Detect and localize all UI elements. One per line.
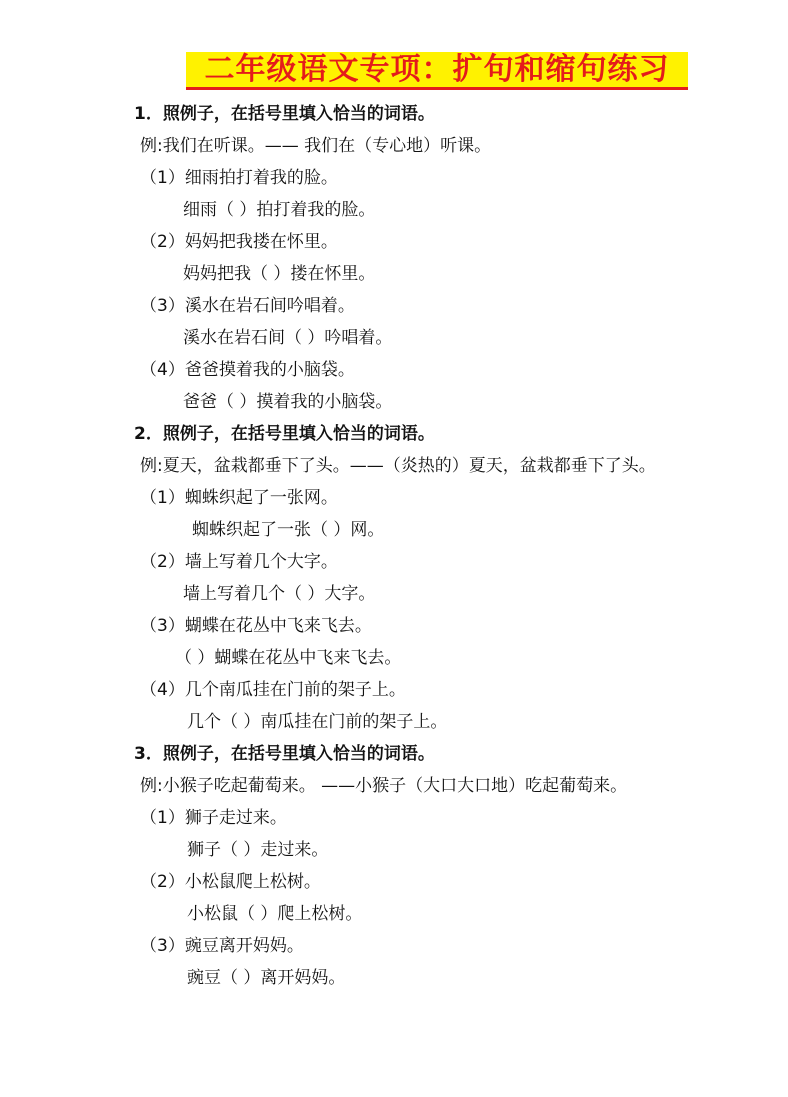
section-1-answer-4: 爸爸（ ）摸着我的小脑袋。 bbox=[183, 392, 393, 412]
section-1-example: 例:我们在听课。—— 我们在（专心地）听课。 bbox=[140, 136, 492, 156]
section-2-example: 例:夏天，盆栽都垂下了头。——（炎热的）夏天，盆栽都垂下了头。 bbox=[140, 456, 656, 476]
section-1-question-4: （4）爸爸摸着我的小脑袋。 bbox=[140, 360, 355, 380]
section-2-answer-3: （ ）蝴蝶在花丛中飞来飞去。 bbox=[175, 648, 402, 668]
section-2-question-4: （4）几个南瓜挂在门前的架子上。 bbox=[140, 680, 406, 700]
section-2-answer-4: 几个（ ）南瓜挂在门前的架子上。 bbox=[187, 712, 448, 732]
section-3-answer-1: 狮子（ ）走过来。 bbox=[187, 840, 329, 860]
section-3-question-3: （3）豌豆离开妈妈。 bbox=[140, 936, 304, 956]
section-2-heading: 2．照例子，在括号里填入恰当的词语。 bbox=[134, 424, 435, 444]
section-2-answer-1: 蜘蛛织起了一张（ ）网。 bbox=[192, 520, 385, 540]
section-1-question-1: （1）细雨拍打着我的脸。 bbox=[140, 168, 338, 188]
section-1-answer-3: 溪水在岩石间（ ）吟唱着。 bbox=[183, 328, 393, 348]
section-1-heading: 1．照例子，在括号里填入恰当的词语。 bbox=[134, 104, 435, 124]
section-3-answer-2: 小松鼠（ ）爬上松树。 bbox=[187, 904, 363, 924]
section-1-question-3: （3）溪水在岩石间吟唱着。 bbox=[140, 296, 355, 316]
section-2-answer-2: 墙上写着几个（ ）大字。 bbox=[183, 584, 376, 604]
section-1-answer-2: 妈妈把我（ ）搂在怀里。 bbox=[183, 264, 376, 284]
title-banner bbox=[186, 52, 688, 90]
section-3-question-2: （2）小松鼠爬上松树。 bbox=[140, 872, 321, 892]
section-2-question-2: （2）墙上写着几个大字。 bbox=[140, 552, 338, 572]
section-2-question-1: （1）蜘蛛织起了一张网。 bbox=[140, 488, 338, 508]
page-title: 二年级语文专项：扩句和缩句练习 bbox=[204, 52, 670, 87]
section-3-answer-3: 豌豆（ ）离开妈妈。 bbox=[187, 968, 346, 988]
section-3-heading: 3．照例子，在括号里填入恰当的词语。 bbox=[134, 744, 435, 764]
section-3-question-1: （1）狮子走过来。 bbox=[140, 808, 287, 828]
section-1-question-2: （2）妈妈把我搂在怀里。 bbox=[140, 232, 338, 252]
section-3-example: 例:小猴子吃起葡萄来。 ——小猴子（大口大口地）吃起葡萄来。 bbox=[140, 776, 628, 796]
section-1-answer-1: 细雨（ ）拍打着我的脸。 bbox=[183, 200, 376, 220]
section-2-question-3: （3）蝴蝶在花丛中飞来飞去。 bbox=[140, 616, 372, 636]
